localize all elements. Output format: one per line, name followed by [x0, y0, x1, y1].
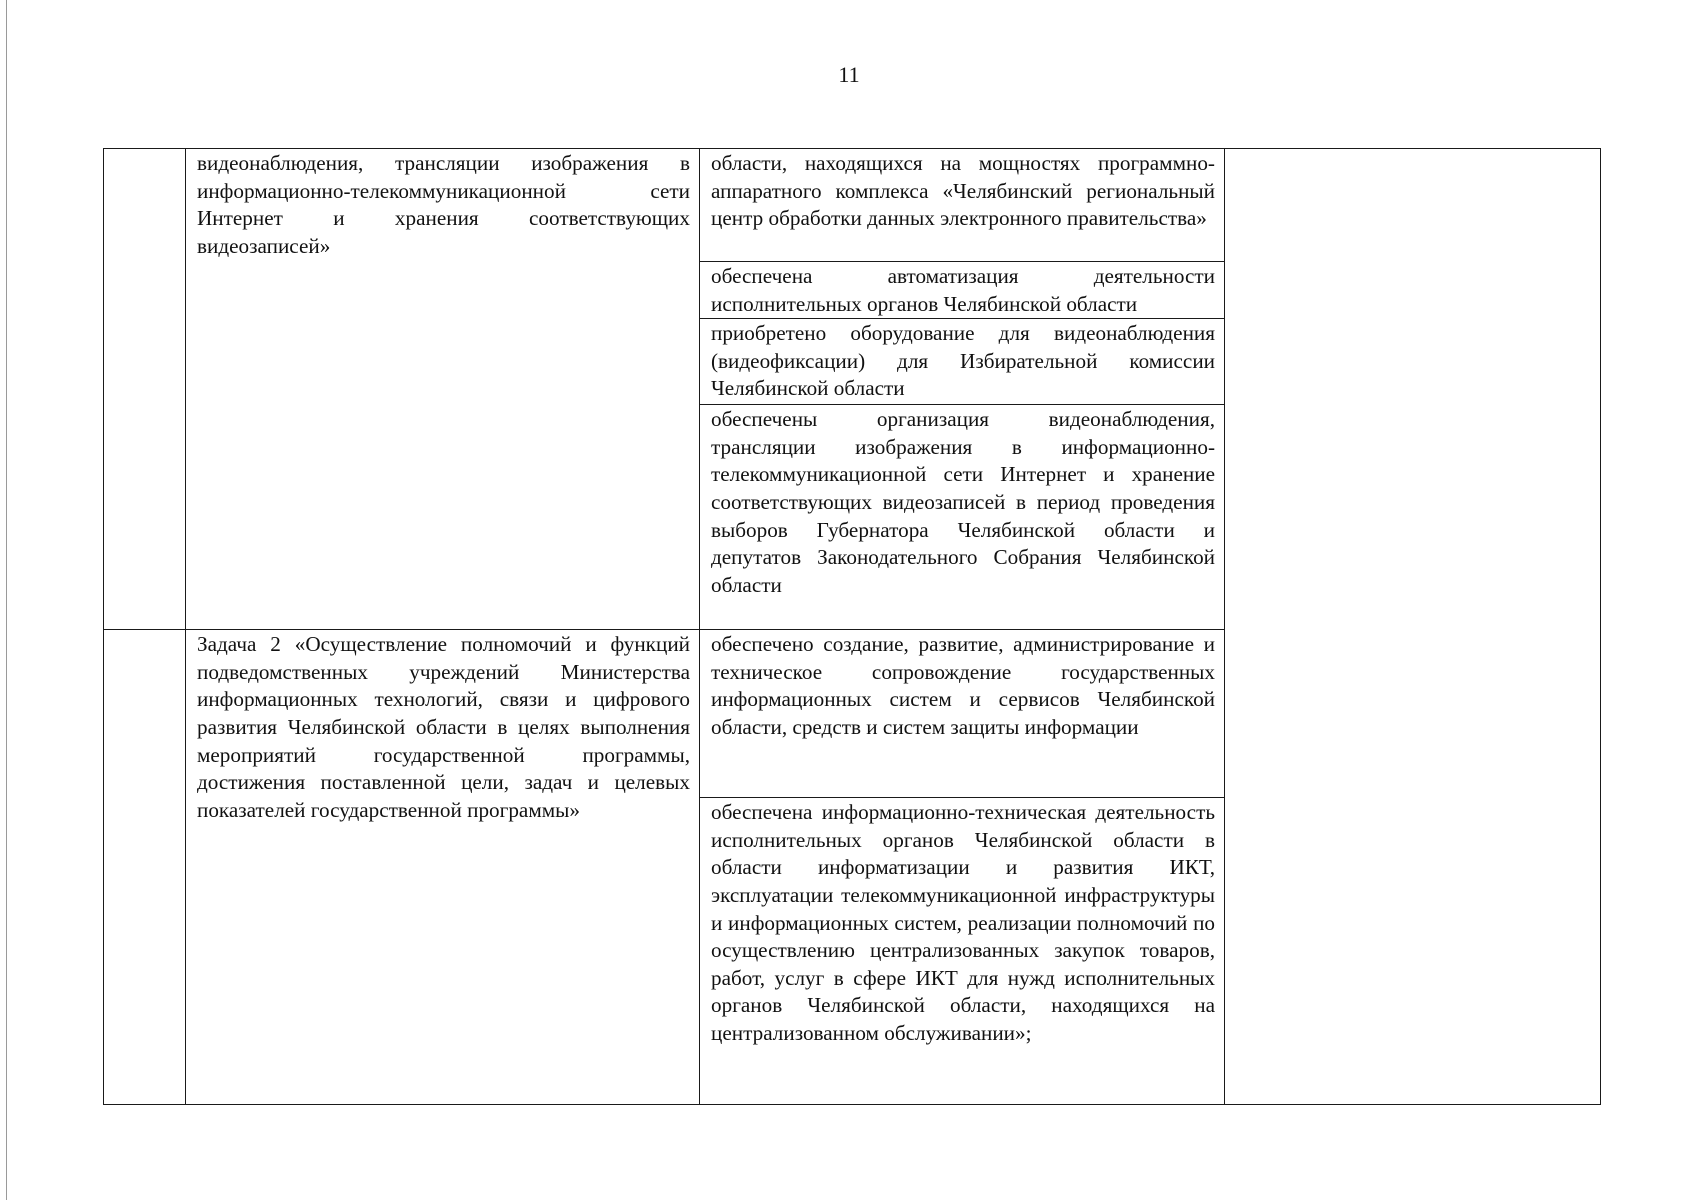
result-cell: области, находящихся на мощностях программно-аппаратного комплекса «Челябинский региональный центр обработки данных электронного правительства» [700, 149, 1225, 262]
number-cell [104, 149, 186, 630]
result-cell: обеспечено создание, развитие, администрирование и техническое сопровождение государственных информационных систем и сервисов Челябинской области, средств и систем защиты информации [700, 630, 1225, 798]
number-cell [104, 630, 186, 1105]
program-tasks-table [103, 148, 1601, 1105]
result-cell: обеспечена автоматизация деятельности исполнительных органов Челябинской области [700, 262, 1225, 319]
page-number: 11 [838, 62, 860, 87]
extra-column-cell [1225, 149, 1601, 1105]
result-cell: обеспечены организация видеонаблюдения, трансляции изображения в информационно-телекоммуникационной сети Интернет и хранение соответствующих видеозаписей в период проведения выборов Губернатора Челябинской области и депутатов Законодательного Собрания Челябинской области [700, 405, 1225, 630]
result-cell: приобретено оборудование для видеонаблюдения (видеофиксации) для Избирательной комиссии Челябинской области [700, 319, 1225, 405]
task-cell: видеонаблюдения, трансляции изображения в информационно-телекоммуникационной сети Интернет и хранения соответствующих видеозаписей» [186, 149, 700, 630]
result-cell: обеспечена информационно-техническая деятельность исполнительных органов Челябинской области в области информатизации и развития ИКТ, эксплуатации телекоммуникационной инфраструктуры и информационных систем, реализации полномочий по осуществлению централизованных закупок товаров, работ, услуг в сфере ИКТ для нужд исполнительных органов Челябинской области, находящихся на централизованном обслуживании»; [700, 798, 1225, 1105]
scan-page-edge [6, 0, 7, 1200]
task-cell: Задача 2 «Осуществление полномочий и функций подведомственных учреждений Министерства информационных технологий, связи и цифрового развития Челябинской области в целях выполнения мероприятий государственной программы, достижения поставленной цели, задач и целевых показателей государственной программы» [186, 630, 700, 1105]
table-row [104, 149, 1601, 262]
